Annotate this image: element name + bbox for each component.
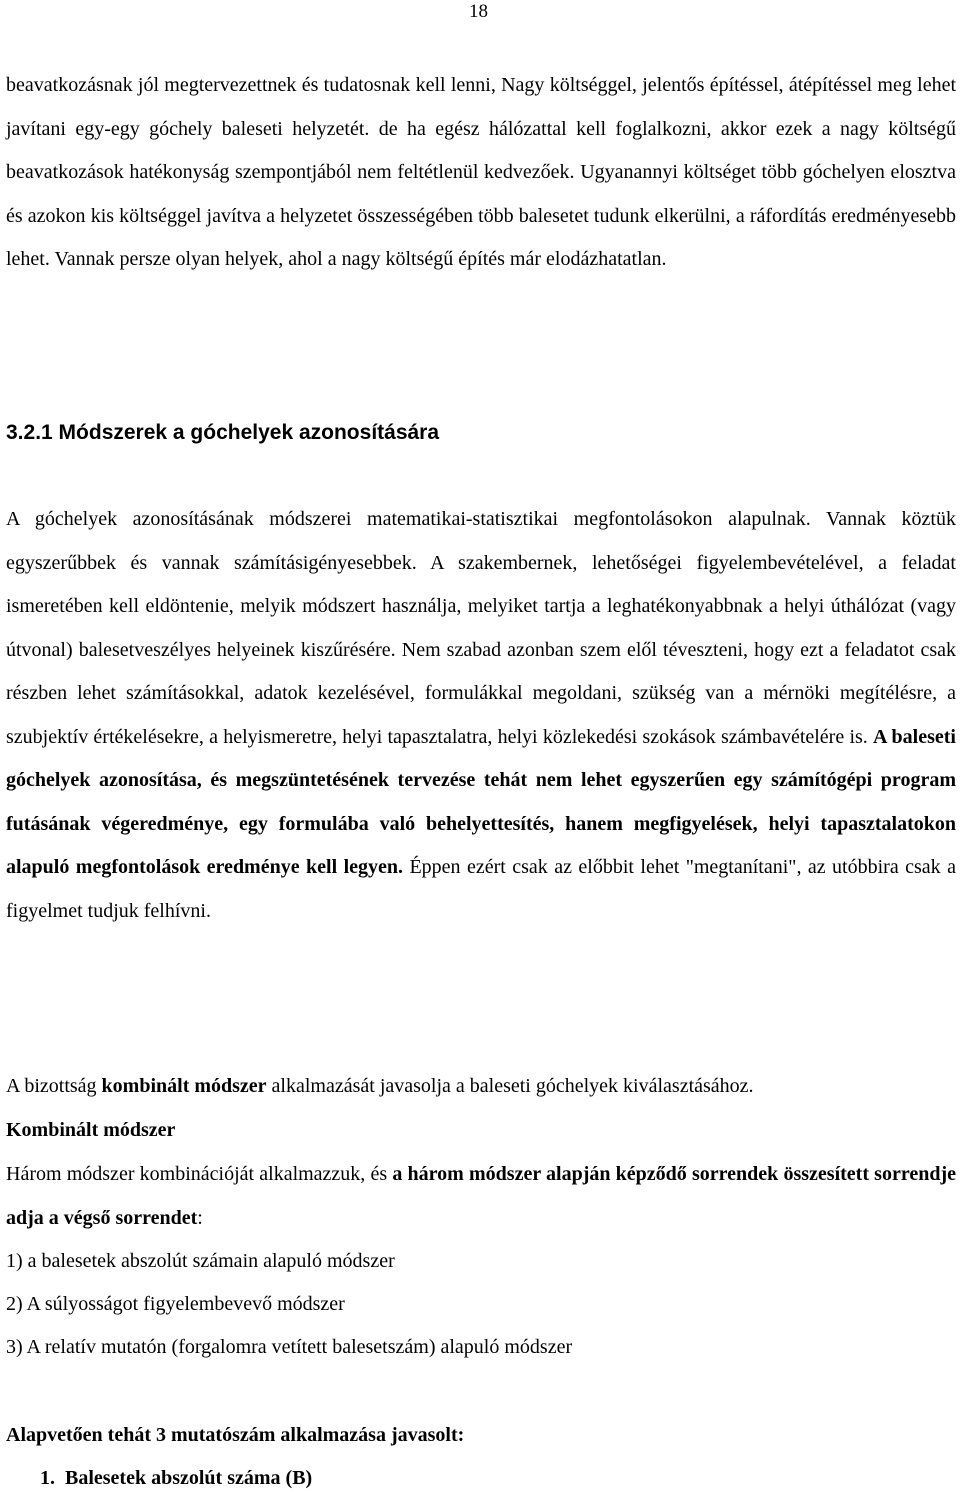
methods-paragraph-emphasis: A baleseti góchelyek azonosítása, és megszüntetésének tervezése tehát nem lehet egyszerűen egy számítógépi program futásának végeredménye, egy formulába való behelyettesítés, hanem megfigyelések, helyi tapasztalatokon alapuló megfontolások eredménye kell legyen. [6,725,956,878]
committee-pre: A bizottság [6,1075,102,1097]
list-item [40,1463,312,1493]
combined-post: : [197,1207,203,1229]
list-label: Balesetek abszolút száma (B) [65,1467,313,1489]
committee-emphasis: kombinált módszer [101,1075,267,1097]
summary-heading: Alapvetően tehát 3 mutatószám alkalmazása javasolt: [6,1424,465,1446]
subheading: Kombinált módszer [6,1119,176,1141]
methods-paragraph-text: A góchelyek azonosításának módszerei matematikai-statisztikai megfontolásokon alapulnak. Vannak köztük egyszerűbbek és vannak számításigényesebbek. A szakembernek, lehetőségei figyelembevételével, a feladat ismeretében kell eldöntenie, melyik módszert használja, melyiket tartja a leghatékonyabbnak a helyi úthálózat (vagy útvonal) balesetveszélyes helyeinek kiszűrésére. Nem szabad azonban szem elől téveszteni, hogy ezt a feladatot csak részben lehet számításokkal, adatok kezelésével, formulákkal megoldani, szükség van a mérnöki megítélésre, a szubjektív értékelésekre, a helyismeretre, helyi tapasztalatra, helyi közlekedési szokások számbavételére is. [6,508,956,748]
combined-emphasis: a három módszer alapján képződő sorrendek összesített sorrendje adja a végső sorrendet [6,1163,957,1229]
section-heading: 3.2.1 Módszerek a góchelyek azonosítására [6,421,440,444]
page-number: 18 [469,1,488,22]
combined-method-paragraph [6,1152,956,1240]
methods-paragraph [6,498,956,933]
methods-paragraph-closing: Éppen ezért csak az előbbit lehet "megtanítani", az utóbbira csak a figyelmet tudjuk felhívni. [6,856,956,922]
list-marker: 1. [40,1467,55,1489]
committee-post: alkalmazását javasolja a baleseti góchelyek kiválasztásához. [266,1075,754,1097]
intro-paragraph-text: beavatkozásnak jól megtervezettnek és tudatosnak kell lenni, Nagy költséggel, jelentős építéssel, átépítéssel meg lehet javítani egy-egy góchely baleseti helyzetét. de ha egész hálózattal kell foglalkozni, akkor ezek a nagy költségű beavatkozások hatékonyság szempontjából nem feltétlenül kedvezőek. Ugyanannyi költséget több góchelyen elosztva és azokon kis költséggel javítva a helyzetet összességében több balesetet tudunk elkerülni, a ráfordítás eredményesebb lehet. Vannak persze olyan helyek, ahol a nagy költségű építés már elodázhatatlan. [6,74,956,270]
intro-paragraph [6,64,956,282]
method-item-3: 3) A relatív mutatón (forgalomra vetített balesetszám) alapuló módszer [6,1336,573,1358]
committee-paragraph [6,1071,754,1101]
method-item-2: 2) A súlyosságot figyelembevevő módszer [6,1293,345,1315]
combined-pre: Három módszer kombinációját alkalmazzuk, és [6,1163,393,1185]
method-item-1: 1) a balesetek abszolút számain alapuló módszer [6,1250,395,1272]
